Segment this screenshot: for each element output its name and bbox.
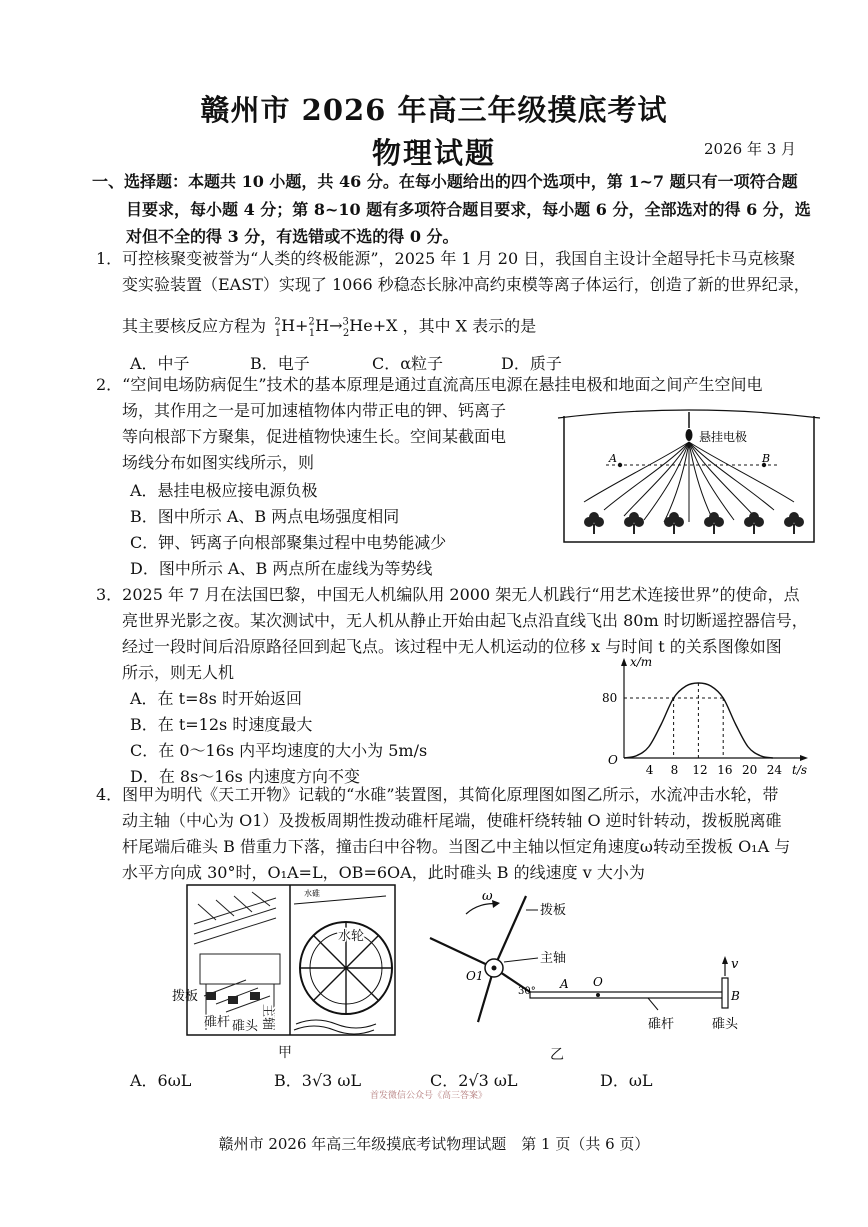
exam-date: 2026 年 3 月 bbox=[704, 140, 797, 158]
x-tick-label: 4 bbox=[645, 763, 654, 777]
main-shaft-label: 主轴 bbox=[540, 951, 567, 966]
y-axis-arrow bbox=[621, 658, 627, 666]
y-axis-label: x/m bbox=[630, 655, 653, 669]
pivot-o-label: O bbox=[593, 975, 603, 989]
electric-field-figure bbox=[556, 402, 826, 554]
fig-a-label-wheel: 水轮 bbox=[338, 929, 365, 944]
q2-line: 2．“空间电场防病促生”技术的基本原理是通过直流高压电源在悬挂电极和地面之间产生空间电 bbox=[96, 375, 763, 394]
q3-line: 3．2025 年 7 月在法国巴黎，中国无人机编队用 2000 架无人机践行“用艺术连接世界”的使命，点 bbox=[96, 585, 800, 604]
angle-label: 30° bbox=[518, 986, 536, 997]
point-a-label: A bbox=[560, 977, 569, 991]
q3-line: 所示，则无人机 bbox=[122, 663, 235, 682]
q4-option-a: A．6ωL bbox=[130, 1071, 192, 1090]
fig-a-label-lever: 碓杆 bbox=[204, 1015, 231, 1030]
q2-line: 场，其作用之一是可加速植物体内带正电的钾、钙离子 bbox=[122, 401, 507, 420]
fig-a-label-paddle: 拨板 bbox=[172, 989, 199, 1004]
point-b-label: B bbox=[762, 452, 771, 465]
x-tick-label: 20 bbox=[742, 763, 758, 777]
q3-option-d: D．在 8s～16s 内速度方向不变 bbox=[130, 767, 360, 786]
q2-option-d: D．图中所示 A、B 两点所在虚线为等势线 bbox=[130, 559, 433, 578]
q1-equation-suffix: ，其中 X 表示的是 bbox=[402, 316, 537, 336]
q3-line: 经过一段时间后沿原路径回到起飞点。该过程中无人机运动的位移 x 与时间 t 的关系图像如图 bbox=[122, 637, 782, 656]
q3-line: 亮世界光影之夜。某次测试中，无人机从静止开始由起飞点沿直线飞出 80m 时切断遥控器信号， bbox=[122, 611, 808, 630]
hammer-head-label: 碓头 bbox=[712, 1017, 739, 1032]
x-axis-label: t/s bbox=[792, 763, 808, 777]
q2-option-a: A．悬挂电极应接电源负极 bbox=[130, 481, 318, 500]
x-tick-label: 12 bbox=[692, 763, 708, 777]
q4-line: 动主轴（中心为 O1）及拨板周期性拨动碓杆尾端，使碓杆绕转轴 O 逆时针转动，拨板脱离碓 bbox=[122, 811, 782, 830]
x-axis-arrow bbox=[800, 755, 808, 761]
q1-equation-line bbox=[122, 310, 536, 347]
q4-option-d: D．ωL bbox=[600, 1071, 653, 1090]
q3-option-c: C．在 0～16s 内平均速度的大小为 5m/s bbox=[130, 741, 428, 760]
q1-option-b: B．电子 bbox=[250, 354, 310, 373]
q2-option-c: C．钾、钙离子向根部聚集过程中电势能减少 bbox=[130, 533, 447, 552]
y-tick-label: 80 bbox=[602, 691, 618, 705]
point-b-label: B bbox=[731, 989, 740, 1003]
lever-label: 碓杆 bbox=[648, 1017, 675, 1032]
q1-line: 1．可控核聚变被誉为“人类的终极能源”，2025 年 1 月 20 日，我国自主设计全超导托卡马克核聚 bbox=[96, 249, 796, 268]
q2-option-b: B．图中所示 A、B 两点电场强度相同 bbox=[130, 507, 400, 526]
q1-line: 变实验装置（EAST）实现了 1066 秒稳态长脉冲高约束模等离子体运行，创造了新的世界纪录， bbox=[122, 275, 810, 294]
fig-a-label-head: 碓头 bbox=[232, 1019, 259, 1034]
section-instruction-line: 目要求，每小题 4 分；第 8~10 题有多项符合题目要求，每小题 6 分，全部选对的得 6 分，选 bbox=[126, 200, 811, 219]
q4-line: 杆尾端后碓头 B 借重力下落，撞击臼中谷物。当图乙中主轴以恒定角速度ω转动至拨板 O₁A 与 bbox=[122, 837, 791, 856]
q3-option-a: A．在 t=8s 时开始返回 bbox=[130, 689, 302, 708]
section-instruction-line: 对但不全的得 3 分，有选错或不选的得 0 分。 bbox=[126, 227, 459, 246]
displacement-time-chart bbox=[594, 650, 816, 780]
water-mill-woodcut-figure bbox=[172, 884, 396, 1036]
paddle-label: 拨板 bbox=[540, 903, 567, 918]
q1-option-c: C．α粒子 bbox=[372, 354, 444, 373]
fig-a-inset-title: 水碓 bbox=[304, 889, 320, 898]
nuclear-equation: $^2_1$H+$^2_1$H→$^3_2$He+X bbox=[274, 316, 398, 339]
q4-option-b: B．3√3 ωL bbox=[274, 1071, 362, 1090]
x-tick-label: 8 bbox=[670, 763, 679, 777]
point-a-label: A bbox=[609, 452, 617, 465]
watermark: 首发微信公众号《高三答案》 bbox=[370, 1091, 488, 1101]
q2-line: 场线分布如图实线所示，则 bbox=[122, 453, 315, 472]
exam-subtitle: 物理试题 bbox=[371, 136, 496, 170]
q1-option-d: D．质子 bbox=[501, 354, 562, 373]
page-footer: 赣州市 2026 年高三年级摸底考试物理试题 第 1 页（共 6 页） bbox=[218, 1135, 650, 1153]
q2-line: 等向根部下方聚集，促进植物快速生长。空间某截面电 bbox=[122, 427, 507, 446]
x-tick-label: 24 bbox=[766, 763, 783, 777]
electrode-label: 悬挂电极 bbox=[699, 430, 748, 444]
velocity-label: v bbox=[731, 957, 739, 972]
q4-line: 水平方向成 30°时，O₁A=L，OB=6OA，此时碓头 B 的线速度 v 大小为 bbox=[122, 863, 645, 882]
section-instruction-line: 一、选择题：本题共 10 小题，共 46 分。在每小题给出的四个选项中，第 1~7 题只有一项符合题 bbox=[92, 172, 798, 191]
fig-a-caption: 甲 bbox=[278, 1045, 292, 1061]
fig-a-label-shaft: 主轴 bbox=[260, 1004, 275, 1031]
q1-equation-prefix: 其主要核反应方程为 bbox=[122, 316, 267, 336]
q4-option-c: C．2√3 ωL bbox=[430, 1071, 518, 1090]
exam-title: 赣州市 2026 年高三年级摸底考试 bbox=[200, 93, 668, 127]
q4-line: 4．图甲为明代《天工开物》记载的“水碓”装置图，其简化原理图如图乙所示，水流冲击水轮，带 bbox=[96, 785, 779, 804]
q1-option-a: A．中子 bbox=[130, 354, 190, 373]
q3-option-b: B．在 t=12s 时速度最大 bbox=[130, 715, 313, 734]
water-mill-schematic-figure bbox=[420, 886, 760, 1036]
origin-label: O bbox=[608, 753, 618, 767]
fig-b-caption: 乙 bbox=[550, 1047, 564, 1063]
omega-label: ω bbox=[482, 889, 493, 904]
x-tick-label: 16 bbox=[717, 763, 733, 777]
plants-row bbox=[584, 512, 804, 534]
o1-label: O1 bbox=[466, 969, 484, 983]
